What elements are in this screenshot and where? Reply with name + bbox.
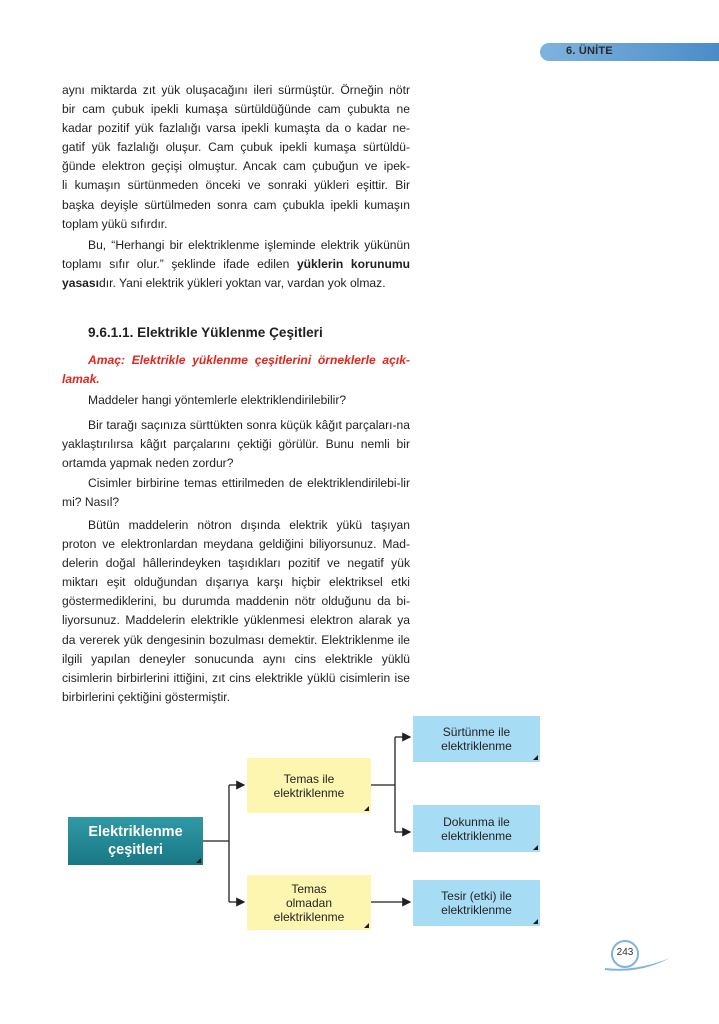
line: kadar pozitif yük fazlalığı varsa ipekli kumaşta da o kadar ne- [62,121,410,136]
friction-label-1: Sürtünme ile [442,725,511,739]
diagram-noncontact-box [247,875,371,930]
explanation-paragraph: Bütün maddelerin nötron dışında elektrik yükü taşıyan proton ve elektronlardan meydana geldiğini biliyorsunuz. Mad-delerin doğal hâllerindeyken taşıdıkları pozitif ve negatif yük miktarı eşit olduğundan dışarıya karşı hiçbir elektriksel etki göstermediklerini, bu durumda maddenin nötr olduğunu da bi-liyorsunuz. Maddelerin elektrikle yüklenmesi elektron alarak ya da vererek yük dengesinin bozulması demektir. Elektriklenme ile ilgili yapılan deneyler sonucunda aynı cins elektrikle yüklü cisimlerin birbirlerini ittiğini, zıt cins elektrikle yüklü cisimlerin ise birbirlerini çektiğini göstermiştir. [62,518,410,704]
induction-label-2: elektriklenme [441,903,512,917]
conservation-law-term: yüklerin korunumu yasası [62,257,410,291]
page-number: 243 [616,947,634,958]
question-3: Cisimler birbirine temas ettirilmeden de elektriklendirilebi-lir mi? Nasıl? [62,476,410,510]
box-corner [533,919,538,924]
unit-label: 6. ÜNİTE [566,45,613,57]
noncontact-label-2: olmadan [285,895,332,910]
box-corner [196,858,201,863]
contact-label-1: Temas ile [283,771,335,786]
noncontact-label-3: elektriklenme [273,909,345,924]
box-corner [533,755,538,760]
touch-label-1: Dokunma ile [443,814,510,829]
root-label-1: Elektriklenme [88,824,183,840]
conservation-text-end: dır. Yani elektrik yükleri yoktan var, vardan yok olmaz. [99,276,386,291]
contact-label-2: elektriklenme [273,785,345,800]
section-heading: 9.6.1.1. Elektrikle Yüklenme Çeşitleri [88,325,323,340]
line: gatif yük fazlalığı oluşur. Cam çubuk ipekli kumaşa sürtüldü- [62,140,410,155]
line: başka deyişle sürtülmeden sonra cam çubukla ipekli kumaşın [62,197,410,212]
line: toplam yükü sıfırdır. [62,216,168,231]
aim-text: Elektrikle yüklenme çeşitlerini örneklerle açık-lamak. [62,353,410,387]
aim-label: Amaç: [88,353,125,367]
root-label-2: çeşitleri [108,842,163,858]
conservation-text: Bu, “Herhangi bir elektriklenme işleminde elektrik yükünün toplamı sıfır olur.” şeklinde ifade edilen [62,238,410,272]
diagram-induction-box [413,880,540,926]
friction-label-2: elektriklenme [441,739,512,753]
diagram-root-box [68,817,203,865]
question-2: Bir tarağı saçınıza sürttükten sonra küçük kâğıt parçaları-na yaklaştırılırsa kâğıt parçalarını çektiği görülür. Bunu nemli bir ortamda yapmak neden zordur? [62,418,410,471]
diagram-contact-box [247,758,371,813]
box-corner [364,806,369,811]
box-corner [364,923,369,928]
noncontact-label-1: Temas [291,881,327,896]
question-1: Maddeler hangi yöntemlerle elektriklendirilebilir? [88,393,347,407]
diagram-touch-box [413,805,540,852]
line: aynı miktarda zıt yük oluşacağını ileri sürmüştür. Örneğin nötr [62,83,410,97]
line: li kumaşın sürtünmeden önceki ve sonraki yükleri eşittir. Bir [62,178,410,193]
line: bir cam çubuk ipekli kumaşa sürtüldüğünde cam çubukta ne [62,102,410,117]
touch-label-2: elektriklenme [441,828,512,843]
line: ğünde elektron geçişi olmuştur. Ancak cam çubuğun ve ipek- [62,159,410,174]
induction-label-1: Tesir (etki) ile [441,889,512,903]
box-corner [533,845,538,850]
diagram-friction-box [413,716,540,762]
